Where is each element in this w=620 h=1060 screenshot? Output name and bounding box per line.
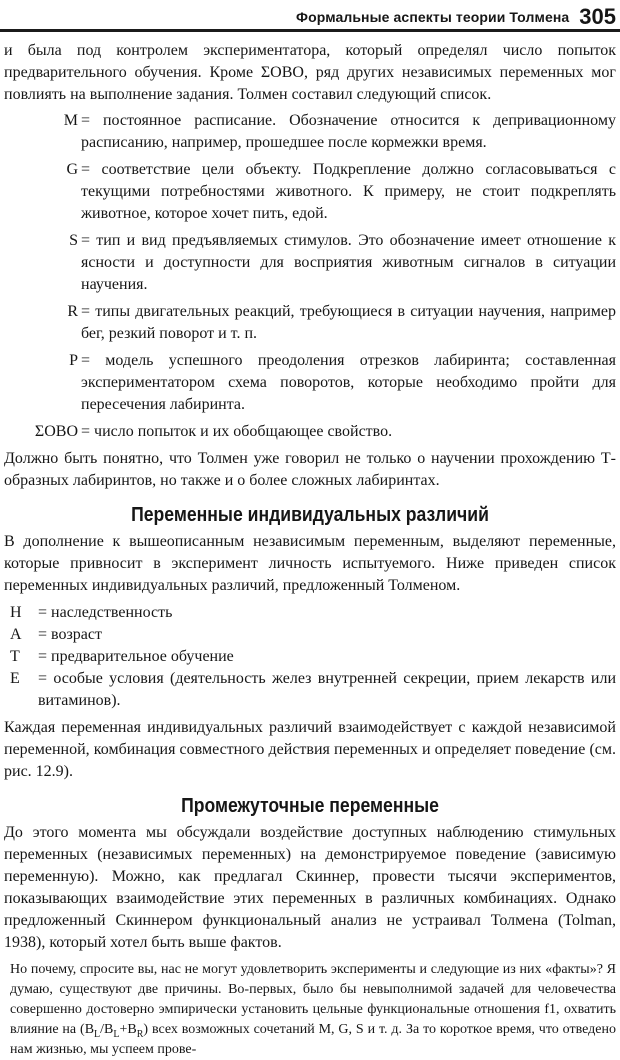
list-item-text: = особые условия (деятельность желез внутренней секреции, прием лекарств или витаминов).	[38, 670, 616, 709]
individual-differences-intro: В дополнение к вышеописанным независимым переменным, выделяют переменные, которые привносит в эксперимент личность испытуемого. Ниже приведен список переменных индивидуальных различий, предложенный Толменом.	[4, 533, 616, 594]
list-item-text: = предварительное обучение	[38, 648, 234, 665]
individual-differences-closing: Каждая переменная индивидуальных различий взаимодействует с каждой независимой переменной, комбинация совместного действия переменных и определяет поведение (см. рис. 12.9).	[4, 719, 616, 780]
definition-term: R	[67, 303, 78, 320]
formula-part: /B	[100, 1022, 114, 1037]
formula-part: +B	[119, 1022, 137, 1037]
list-item-text: = возраст	[38, 626, 102, 643]
definition-term: P	[69, 352, 78, 369]
section-heading-intermediate-variables: Промежуточные переменные	[181, 795, 439, 817]
header-title: Формальные аспекты теории Толмена	[296, 9, 570, 25]
page-body	[4, 40, 616, 1060]
definition-term: M	[63, 112, 78, 129]
definition-text: = тип и вид предъявляемых стимулов. Это обозначение имеет отношение к ясности и доступности для восприятия животным сигналов в ситуации научения.	[81, 232, 616, 293]
definition-item	[4, 350, 616, 416]
definition-text: = модель успешного преодоления отрезков лабиринта; составленная экспериментатором схема поворотов, которые необходимо пройти для пересечения лабиринта.	[81, 352, 616, 413]
list-item	[4, 624, 616, 646]
tolman-quote	[4, 960, 616, 1060]
definition-item	[4, 421, 616, 443]
individual-differences-list	[4, 602, 616, 712]
definition-term: S	[69, 232, 78, 249]
list-item-term: T	[10, 648, 20, 665]
list-item-term: E	[10, 670, 20, 687]
running-header	[0, 0, 620, 28]
definition-term: G	[66, 161, 78, 178]
list-item-term: A	[10, 626, 22, 643]
page-number: 305	[579, 4, 616, 29]
formula-subscript: L	[113, 1028, 120, 1040]
definition-term: ΣOBO	[34, 423, 78, 440]
definition-text: = постоянное расписание. Обозначение относится к депривационному расписанию, например, прошедшее после кормежки время.	[81, 112, 616, 151]
definition-text: = число попыток и их обобщающее свойство.	[81, 423, 393, 440]
formula-subscript: R	[136, 1028, 144, 1040]
definition-item	[4, 110, 616, 154]
definition-text: = типы двигательных реакций, требующиеся в ситуации научения, например бег, резкий поворот и т. п.	[81, 303, 616, 342]
after-definitions-paragraph: Должно быть понятно, что Толмен уже говорил не только о научении прохождению Т-образных лабиринтов, но также и о более сложных лабиринтах.	[4, 450, 616, 489]
list-item	[4, 602, 616, 624]
list-item	[4, 646, 616, 668]
definition-list	[4, 110, 616, 443]
definition-item	[4, 301, 616, 345]
list-item-text: = наследственность	[38, 604, 173, 621]
list-item	[4, 668, 616, 712]
intermediate-variables-paragraph: До этого момента мы обсуждали воздействие доступных наблюдению стимульных переменных (независимых переменных) на демонстрируемое поведение (зависимую переменную). Можно, как предлагал Скиннер, провести тысячи экспериментов, показывающих взаимодействие этих переменных в различных комбинациях. Однако предложенный Скиннером функциональный анализ не устраивал Толмена (Tolman, 1938), который хотел быть выше фактов.	[4, 824, 616, 951]
section-heading-individual-differences: Переменные индивидуальных различий	[131, 504, 489, 526]
formula-subscript: L	[94, 1028, 101, 1040]
definition-item	[4, 159, 616, 225]
quote-text-end: ) всех возможных сочетаний M, G, S и т. д. За то короткое время, что отведено нам жизнью, мы успеем прове-	[10, 1022, 616, 1057]
definition-text: = соответствие цели объекту. Подкрепление должно согласовываться с текущими потребностями животного. К примеру, не стоит подкреплять животное, которое хочет пить, едой.	[81, 161, 616, 222]
definition-item	[4, 230, 616, 296]
list-item-term: H	[10, 604, 22, 621]
header-rule	[0, 29, 620, 32]
quote-text-start: Но почему, спросите вы, нас не могут удовлетворить эксперименты и следующие из них «факты»? Я думаю, существуют две причины. Во-первых, было бы невыполнимой задачей для человечества совершенно достоверно эмпирически установить цельные функциональные отношения f1, охватить влияние на (B	[10, 962, 616, 1037]
intro-paragraph: и была под контролем экспериментатора, который определял число попыток предварительного обучения. Кроме ΣOBO, ряд других независимых переменных мог повлиять на выполнение задания. Толмен составил следующий список.	[4, 42, 616, 103]
